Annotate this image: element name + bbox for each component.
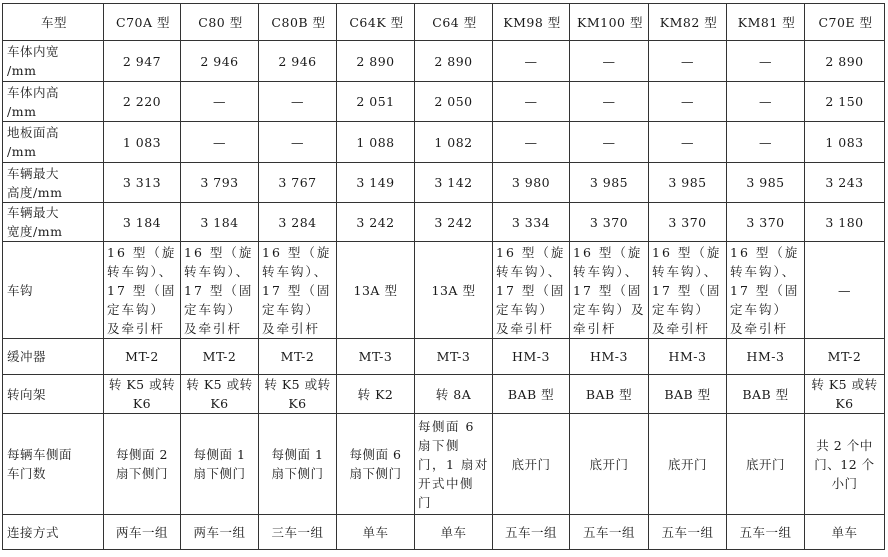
table-cell: 2 150 bbox=[805, 82, 885, 122]
table-cell: 每侧面 2 扇下侧门 bbox=[104, 414, 181, 515]
row-label: 车辆最大 高度/mm bbox=[3, 163, 104, 203]
table-cell: 底开门 bbox=[493, 414, 570, 515]
table-cell: — bbox=[259, 122, 337, 163]
table-row bbox=[3, 414, 885, 515]
table-cell: 2 220 bbox=[104, 82, 181, 122]
table-cell: 3 370 bbox=[649, 203, 727, 242]
table-cell: MT-3 bbox=[337, 339, 415, 375]
table-cell: 1 083 bbox=[805, 122, 885, 163]
header-cell: KM98 型 bbox=[493, 4, 570, 41]
header-row bbox=[3, 4, 885, 41]
table-cell: 3 313 bbox=[104, 163, 181, 203]
table-cell: 2 890 bbox=[415, 41, 493, 82]
table-cell: 3 370 bbox=[570, 203, 649, 242]
table-row bbox=[3, 242, 885, 339]
table-cell: 3 985 bbox=[727, 163, 805, 203]
header-cell: C70A 型 bbox=[104, 4, 181, 41]
table-cell: — bbox=[649, 122, 727, 163]
header-cell: KM100 型 bbox=[570, 4, 649, 41]
table-cell: 1 082 bbox=[415, 122, 493, 163]
table-row bbox=[3, 375, 885, 414]
table-cell: 2 947 bbox=[104, 41, 181, 82]
table-cell: — bbox=[259, 82, 337, 122]
table-row bbox=[3, 41, 885, 82]
table-cell: 转 K5 或转 K6 bbox=[181, 375, 259, 414]
table-row bbox=[3, 163, 885, 203]
table-row bbox=[3, 122, 885, 163]
table-cell: 单车 bbox=[415, 515, 493, 550]
row-label: 连接方式 bbox=[3, 515, 104, 550]
table-cell: 3 184 bbox=[181, 203, 259, 242]
table-cell: 3 980 bbox=[493, 163, 570, 203]
table-body bbox=[3, 4, 885, 550]
table-cell: 1 083 bbox=[104, 122, 181, 163]
table-row bbox=[3, 203, 885, 242]
table-cell: 三车一组 bbox=[259, 515, 337, 550]
header-cell: C80 型 bbox=[181, 4, 259, 41]
table-cell: MT-2 bbox=[104, 339, 181, 375]
table-cell: MT-2 bbox=[181, 339, 259, 375]
table-cell: BAB 型 bbox=[727, 375, 805, 414]
table-cell: 五车一组 bbox=[649, 515, 727, 550]
table-cell: 五车一组 bbox=[570, 515, 649, 550]
header-cell: C64K 型 bbox=[337, 4, 415, 41]
table-cell: — bbox=[181, 122, 259, 163]
table-cell: 每侧面 6 扇下侧 门，1 扇对 开式中侧 门 bbox=[415, 414, 493, 515]
table-cell: 3 149 bbox=[337, 163, 415, 203]
table-cell: 两车一组 bbox=[181, 515, 259, 550]
header-cell: KM81 型 bbox=[727, 4, 805, 41]
freight-car-spec-table bbox=[2, 3, 885, 550]
row-label: 每辆车侧面 车门数 bbox=[3, 414, 104, 515]
table-cell: — bbox=[727, 122, 805, 163]
table-cell: 底开门 bbox=[727, 414, 805, 515]
table-cell: — bbox=[493, 122, 570, 163]
table-cell: 16 型（旋转车钩）、17 型（固定车钩）及牵引杆 bbox=[493, 242, 570, 339]
table-cell: 转 K2 bbox=[337, 375, 415, 414]
table-cell: 3 242 bbox=[337, 203, 415, 242]
table-cell: 单车 bbox=[337, 515, 415, 550]
table-cell: BAB 型 bbox=[570, 375, 649, 414]
table-cell: 3 180 bbox=[805, 203, 885, 242]
table-cell: — bbox=[727, 41, 805, 82]
table-cell: MT-2 bbox=[805, 339, 885, 375]
table-cell: 转 K5 或转 K6 bbox=[104, 375, 181, 414]
table-cell: 3 284 bbox=[259, 203, 337, 242]
table-cell: 共 2 个中 门、12 个 小门 bbox=[805, 414, 885, 515]
header-cell: C80B 型 bbox=[259, 4, 337, 41]
table-cell: 16 型（旋转车钩）、17 型（固定车钩）及牵引杆 bbox=[104, 242, 181, 339]
table-cell: 13A 型 bbox=[337, 242, 415, 339]
table-cell: 每侧面 1 扇下侧门 bbox=[259, 414, 337, 515]
table-cell: HM-3 bbox=[727, 339, 805, 375]
table-row bbox=[3, 339, 885, 375]
table-cell: BAB 型 bbox=[493, 375, 570, 414]
table-cell: 底开门 bbox=[649, 414, 727, 515]
table-cell: HM-3 bbox=[570, 339, 649, 375]
row-label: 车辆最大 宽度/mm bbox=[3, 203, 104, 242]
table-cell: MT-3 bbox=[415, 339, 493, 375]
table-cell: 3 184 bbox=[104, 203, 181, 242]
table-row bbox=[3, 515, 885, 550]
table-cell: 2 946 bbox=[181, 41, 259, 82]
table-cell: HM-3 bbox=[493, 339, 570, 375]
table-cell: 转 8A bbox=[415, 375, 493, 414]
table-cell: 3 793 bbox=[181, 163, 259, 203]
table-cell: MT-2 bbox=[259, 339, 337, 375]
row-label: 车体内宽 /mm bbox=[3, 41, 104, 82]
table-cell: 每侧面 1 扇下侧门 bbox=[181, 414, 259, 515]
table-cell: — bbox=[727, 82, 805, 122]
table-cell: — bbox=[570, 82, 649, 122]
table-cell: 五车一组 bbox=[493, 515, 570, 550]
table-cell: — bbox=[649, 82, 727, 122]
row-label: 车钩 bbox=[3, 242, 104, 339]
table-cell: — bbox=[493, 82, 570, 122]
table-cell: HM-3 bbox=[649, 339, 727, 375]
table-cell: 转 K5 或转 K6 bbox=[259, 375, 337, 414]
table-cell: — bbox=[649, 41, 727, 82]
table-cell: 16 型（旋转车钩）、17 型（固定车钩）及牵引杆 bbox=[727, 242, 805, 339]
row-label: 车体内高 /mm bbox=[3, 82, 104, 122]
row-label: 缓冲器 bbox=[3, 339, 104, 375]
table-cell: — bbox=[570, 41, 649, 82]
table-cell: 2 890 bbox=[805, 41, 885, 82]
header-cell-model: 车型 bbox=[3, 4, 104, 41]
table-cell: 16 型（旋转车钩）、17 型（固定车钩）及牵引杆 bbox=[181, 242, 259, 339]
table-cell: 五车一组 bbox=[727, 515, 805, 550]
table-cell: 3 370 bbox=[727, 203, 805, 242]
table-cell: 2 050 bbox=[415, 82, 493, 122]
row-label: 转向架 bbox=[3, 375, 104, 414]
table-cell: — bbox=[181, 82, 259, 122]
table-cell: 3 142 bbox=[415, 163, 493, 203]
table-cell: — bbox=[493, 41, 570, 82]
table-cell: 3 334 bbox=[493, 203, 570, 242]
table-cell: 2 890 bbox=[337, 41, 415, 82]
table-cell: 3 985 bbox=[649, 163, 727, 203]
header-cell: KM82 型 bbox=[649, 4, 727, 41]
table-cell: 单车 bbox=[805, 515, 885, 550]
table-cell: 转 K5 或转 K6 bbox=[805, 375, 885, 414]
table-cell: 3 243 bbox=[805, 163, 885, 203]
row-label: 地板面高 /mm bbox=[3, 122, 104, 163]
table-cell: 3 985 bbox=[570, 163, 649, 203]
table-cell: 16 型（旋转车钩）、17 型（固定车钩）及牵引杆 bbox=[570, 242, 649, 339]
table-cell: — bbox=[805, 242, 885, 339]
table-cell: 底开门 bbox=[570, 414, 649, 515]
table-cell: 3 767 bbox=[259, 163, 337, 203]
table-cell: 16 型（旋转车钩）、17 型（固定车钩）及牵引杆 bbox=[649, 242, 727, 339]
table-cell: 3 242 bbox=[415, 203, 493, 242]
table-cell: 13A 型 bbox=[415, 242, 493, 339]
table-cell: 2 946 bbox=[259, 41, 337, 82]
table-cell: 1 088 bbox=[337, 122, 415, 163]
table-cell: BAB 型 bbox=[649, 375, 727, 414]
table-cell: 两车一组 bbox=[104, 515, 181, 550]
table-cell: — bbox=[570, 122, 649, 163]
header-cell: C70E 型 bbox=[805, 4, 885, 41]
header-cell: C64 型 bbox=[415, 4, 493, 41]
table-row bbox=[3, 82, 885, 122]
table-cell: 16 型（旋转车钩）、17 型（固定车钩）及牵引杆 bbox=[259, 242, 337, 339]
table-cell: 2 051 bbox=[337, 82, 415, 122]
table-cell: 每侧面 6 扇下侧门 bbox=[337, 414, 415, 515]
